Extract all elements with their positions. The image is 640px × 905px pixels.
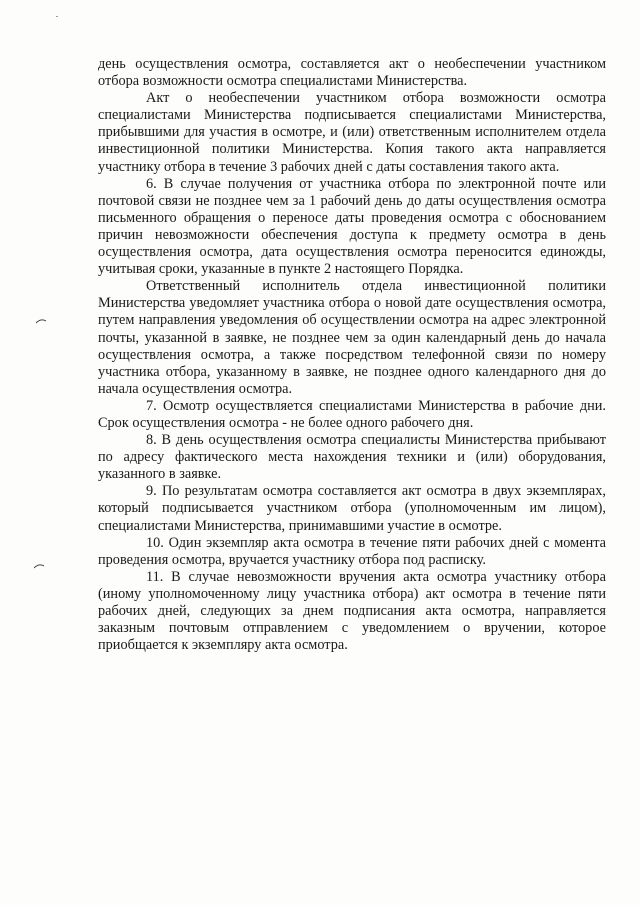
paragraph: 8. В день осуществления осмотра специалисты Министерства прибывают по адресу фактического места нахождения техники и (или) оборудования, указанного в заявке. <box>98 432 606 483</box>
paragraph: Акт о необеспечении участником отбора возможности осмотра специалистами Министерства подписывается специалистами Министерства, прибывшими для участия в осмотре, и (или) ответственным исполнителем отдела инвестиционной политики Министерства. Копия такого акта направляется участнику отбора в течение 3 рабочих дней с даты составления такого акта. <box>98 90 606 175</box>
document-body <box>98 56 606 654</box>
paragraph: 11. В случае невозможности вручения акта осмотра участнику отбора (иному уполномоченному лицу участника отбора) акт осмотра в течение пяти рабочих дней, следующих за днем подписания акта осмотра, направляется заказным почтовым отправлением с уведомлением о вручении, которое приобщается к экземпляру акта осмотра. <box>98 568 606 654</box>
paragraph: день осуществления осмотра, составляется акт о необеспечении участником отбора возможности осмотра специалистами Министерства. <box>98 56 606 90</box>
paragraph: 9. По результатам осмотра составляется акт осмотра в двух экземплярах, который подписывается участником отбора (уполномоченным им лицом), специалистами Министерства, принимавшими участие в осмотре. <box>98 483 606 534</box>
margin-mark <box>36 318 46 324</box>
paragraph: 7. Осмотр осуществляется специалистами Министерства в рабочие дни. Срок осуществления осмотра - не более одного рабочего дня. <box>98 397 606 431</box>
paragraph: Ответственный исполнитель отдела инвестиционной политики Министерства уведомляет участника отбора о новой дате осуществления осмотра, путем направления уведомления об осуществлении осмотра на адрес электронной почты, указанной в заявке, не позднее чем за один календарный день до начала осуществления осмотра, а также посредством телефонной связи по номеру участника отбора, указанному в заявке, не позднее одного календарного дня до начала осуществления осмотра. <box>98 278 606 397</box>
scan-speck <box>56 16 58 17</box>
margin-mark <box>34 563 44 569</box>
paragraph: 6. В случае получения от участника отбора по электронной почте или почтовой связи не позднее чем за 1 рабочий день до даты осуществления осмотра письменного обращения о переносе даты проведения осмотра с обоснованием причин невозможности обеспечения доступа к предмету осмотра в день осуществления осмотра, дата осуществления осмотра переносится единожды, учитывая сроки, указанные в пункте 2 настоящего Порядка. <box>98 175 606 278</box>
paragraph: 10. Один экземпляр акта осмотра в течение пяти рабочих дней с момента проведения осмотра, вручается участнику отбора под расписку. <box>98 534 606 568</box>
